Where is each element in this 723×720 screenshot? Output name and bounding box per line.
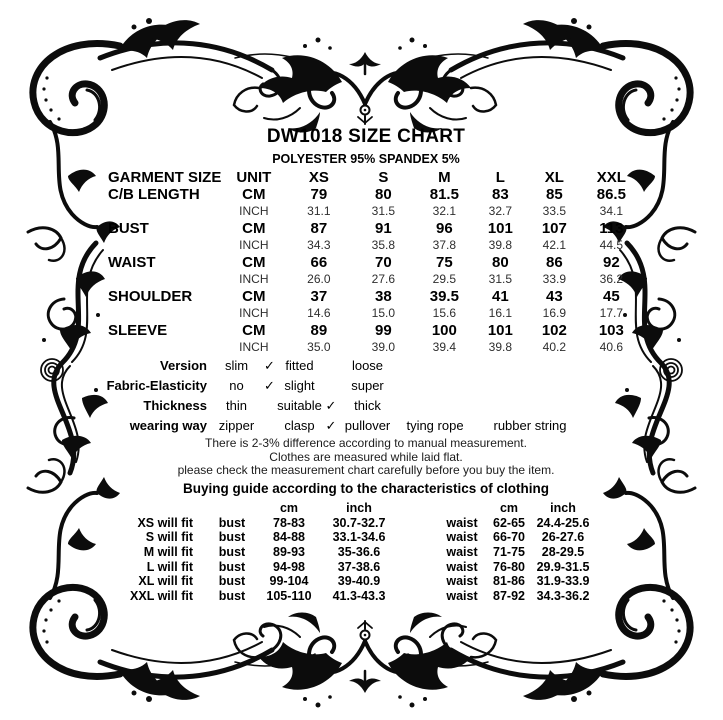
size-cell: 41 bbox=[492, 288, 509, 305]
attribute-option bbox=[475, 396, 585, 416]
center-ornament-bottom bbox=[234, 613, 496, 708]
unit-cell: CM bbox=[242, 186, 266, 203]
empty-cell bbox=[100, 339, 221, 356]
size-cell: 34.1 bbox=[599, 204, 624, 218]
size-cell: 70 bbox=[375, 254, 392, 271]
guide-value: 33.1-34.6 bbox=[332, 530, 386, 545]
spacer bbox=[404, 574, 438, 589]
size-cell: 42.1 bbox=[542, 238, 567, 252]
col-header: XS bbox=[308, 169, 329, 186]
guide-measure-label: waist bbox=[446, 545, 478, 560]
size-cell: 45 bbox=[603, 288, 620, 305]
table-row bbox=[100, 254, 641, 271]
guide-measure-label: bust bbox=[218, 515, 246, 530]
guide-col-header: cm bbox=[499, 501, 519, 515]
row-label: SHOULDER bbox=[108, 288, 193, 305]
checkmark-icon: ✓ bbox=[325, 398, 337, 413]
guide-col-header: inch bbox=[550, 501, 576, 515]
attribute-option: clasp bbox=[284, 418, 315, 433]
unit-cell: INCH bbox=[239, 272, 269, 286]
size-cell: 37 bbox=[310, 288, 328, 305]
size-cell: 100 bbox=[431, 322, 457, 339]
guide-col-header: inch bbox=[346, 501, 372, 515]
checkmark-icon bbox=[322, 356, 340, 376]
unit-cell: CM bbox=[242, 220, 266, 237]
guide-value: 34.3-36.2 bbox=[536, 589, 590, 604]
guide-measure-label: waist bbox=[446, 515, 478, 530]
size-cell: 27.6 bbox=[371, 272, 396, 286]
guide-value: 66-70 bbox=[493, 530, 525, 545]
size-cell: 80 bbox=[375, 186, 392, 203]
table-row bbox=[100, 271, 641, 288]
guide-value: 87-92 bbox=[493, 589, 525, 604]
checkmark-icon: ✓ bbox=[264, 378, 275, 393]
note-line: There is 2-3% difference according to manual measurement. bbox=[205, 436, 527, 450]
attribute-option: fitted bbox=[285, 358, 314, 373]
guide-measure-label: bust bbox=[218, 559, 246, 574]
spacer bbox=[404, 530, 438, 545]
size-cell: 80 bbox=[492, 254, 509, 271]
size-cell: 91 bbox=[375, 220, 392, 237]
size-cell: 35.8 bbox=[371, 238, 396, 252]
guide-value: 99-104 bbox=[269, 574, 309, 589]
guide-value: 76-80 bbox=[493, 559, 525, 574]
attribute-option: rubber string bbox=[493, 418, 567, 433]
size-cell: 113 bbox=[599, 220, 624, 237]
empty-cell bbox=[120, 501, 200, 516]
guide-measure-label: waist bbox=[446, 574, 478, 589]
note-line: Clothes are measured while laid flat. bbox=[269, 449, 463, 464]
unit-cell: INCH bbox=[239, 340, 269, 354]
guide-size-label: XXL will fit bbox=[130, 589, 193, 604]
col-header: GARMENT SIZE bbox=[108, 169, 222, 186]
size-cell: 101 bbox=[487, 322, 513, 339]
guide-value: 35-36.6 bbox=[337, 545, 381, 560]
table-row bbox=[100, 305, 641, 322]
guide-value: 89-93 bbox=[273, 545, 305, 560]
size-cell: 40.2 bbox=[542, 340, 567, 354]
size-cell: 66 bbox=[310, 254, 328, 271]
size-cell: 33.9 bbox=[542, 272, 567, 286]
guide-value: 71-75 bbox=[493, 545, 525, 560]
attribute-label: Fabric-Elasticity bbox=[106, 378, 207, 393]
empty-cell bbox=[438, 501, 486, 516]
guide-col-header: cm bbox=[279, 501, 299, 515]
empty-cell bbox=[100, 237, 221, 254]
col-header: L bbox=[495, 169, 505, 186]
size-cell: 33.5 bbox=[542, 204, 567, 218]
attribute-label: wearing way bbox=[129, 418, 207, 433]
table-row bbox=[100, 237, 641, 254]
measurement-notes bbox=[100, 437, 632, 496]
size-cell: 32.7 bbox=[488, 204, 513, 218]
size-cell: 99 bbox=[375, 322, 392, 339]
table-row bbox=[100, 203, 641, 220]
guide-measure-label: waist bbox=[446, 530, 478, 545]
garment-size-table bbox=[100, 169, 641, 356]
size-cell: 92 bbox=[603, 254, 620, 271]
guide-value: 41.3-43.3 bbox=[332, 589, 386, 604]
size-cell: 31.1 bbox=[307, 204, 331, 218]
size-cell: 39.8 bbox=[488, 340, 513, 354]
size-cell: 34.3 bbox=[307, 238, 331, 252]
attribute-option bbox=[395, 376, 475, 396]
unit-cell: INCH bbox=[239, 238, 269, 252]
attribute-option bbox=[475, 376, 585, 396]
size-cell: 44.5 bbox=[599, 238, 624, 252]
attribute-checklist bbox=[100, 356, 585, 436]
size-cell: 16.1 bbox=[488, 306, 513, 320]
size-cell: 14.6 bbox=[307, 306, 331, 320]
size-cell: 75 bbox=[436, 254, 453, 271]
guide-value: 37-38.6 bbox=[337, 559, 381, 574]
size-cell: 39.0 bbox=[371, 340, 396, 354]
guide-value: 84-88 bbox=[273, 530, 305, 545]
guide-measure-label: bust bbox=[218, 589, 246, 604]
guide-measure-label: bust bbox=[218, 574, 246, 589]
empty-cell bbox=[200, 501, 264, 516]
checkmark-icon bbox=[262, 396, 277, 416]
size-cell: 85 bbox=[546, 186, 563, 203]
empty-cell bbox=[100, 305, 221, 322]
attribute-option: thick bbox=[354, 398, 381, 413]
table-row bbox=[100, 288, 641, 305]
size-cell: 96 bbox=[436, 220, 453, 237]
unit-cell: CM bbox=[242, 322, 266, 339]
size-cell: 16.9 bbox=[542, 306, 567, 320]
unit-cell: INCH bbox=[239, 306, 269, 320]
center-ornament-top bbox=[234, 38, 496, 133]
size-cell: 102 bbox=[541, 322, 567, 339]
size-cell: 29.5 bbox=[432, 272, 457, 286]
row-label: WAIST bbox=[108, 254, 156, 271]
guide-value: 39-40.9 bbox=[337, 574, 381, 589]
table-header-row bbox=[100, 169, 641, 186]
size-cell: 15.0 bbox=[371, 306, 396, 320]
attribute-option: super bbox=[351, 378, 384, 393]
unit-cell: CM bbox=[242, 254, 266, 271]
size-cell: 15.6 bbox=[432, 306, 457, 320]
spacer bbox=[404, 516, 438, 531]
size-cell: 86 bbox=[546, 254, 563, 271]
guide-value: 94-98 bbox=[273, 559, 305, 574]
spacer bbox=[404, 589, 438, 604]
size-cell: 103 bbox=[598, 322, 624, 339]
size-cell: 39.5 bbox=[429, 288, 459, 305]
fabric-composition: POLYESTER 95% SPANDEX 5% bbox=[272, 152, 460, 166]
table-row bbox=[100, 339, 641, 356]
guide-measure-label: waist bbox=[446, 559, 478, 574]
guide-size-label: S will fit bbox=[145, 530, 193, 545]
size-cell: 87 bbox=[310, 220, 328, 237]
guide-measure-label: waist bbox=[446, 589, 478, 604]
size-cell: 37.8 bbox=[432, 238, 457, 252]
guide-value: 62-65 bbox=[493, 515, 525, 530]
unit-cell: CM bbox=[242, 288, 266, 305]
guide-value: 81-86 bbox=[493, 574, 525, 589]
size-cell: 89 bbox=[310, 322, 328, 339]
size-cell: 31.5 bbox=[371, 204, 396, 218]
col-header: XXL bbox=[596, 169, 626, 186]
checkmark-icon: ✓ bbox=[264, 358, 275, 373]
row-label: BUST bbox=[108, 220, 149, 237]
guide-value: 29.9-31.5 bbox=[536, 559, 590, 574]
attribute-label: Version bbox=[160, 358, 207, 373]
checkmark-icon bbox=[322, 376, 340, 396]
size-cell: 81.5 bbox=[429, 186, 459, 203]
size-cell: 26.0 bbox=[307, 272, 331, 286]
attribute-option: loose bbox=[351, 358, 384, 373]
size-cell: 40.6 bbox=[599, 340, 624, 354]
attribute-option: pullover bbox=[344, 418, 391, 433]
row-label: SLEEVE bbox=[108, 322, 168, 339]
attribute-option: slim bbox=[224, 358, 249, 373]
size-cell: 107 bbox=[541, 220, 567, 237]
attribute-option bbox=[395, 356, 475, 376]
attribute-option bbox=[475, 356, 585, 376]
note-line: please check the measurement chart carefully before you buy the item. bbox=[177, 463, 555, 477]
attribute-option: zipper bbox=[218, 418, 255, 433]
col-header: XL bbox=[544, 169, 564, 186]
size-cell: 86.5 bbox=[596, 186, 626, 203]
size-cell: 101 bbox=[487, 220, 513, 237]
size-cell: 39.4 bbox=[432, 340, 457, 354]
guide-value: 24.4-25.6 bbox=[536, 515, 590, 530]
size-cell: 83 bbox=[492, 186, 509, 203]
guide-size-label: XS will fit bbox=[137, 515, 193, 530]
col-header: M bbox=[438, 169, 451, 186]
unit-cell: INCH bbox=[239, 204, 269, 218]
size-cell: 36.2 bbox=[599, 272, 624, 286]
col-header: S bbox=[378, 169, 389, 186]
size-cell: 79 bbox=[310, 186, 328, 203]
attribute-option: suitable bbox=[277, 398, 322, 413]
empty-cell bbox=[100, 271, 221, 288]
size-cell: 31.5 bbox=[488, 272, 513, 286]
attribute-option: tying rope bbox=[406, 418, 464, 433]
guide-value: 31.9-33.9 bbox=[536, 574, 590, 589]
attribute-option: thin bbox=[226, 398, 247, 413]
side-vine-left bbox=[41, 243, 108, 473]
row-label: C/B LENGTH bbox=[108, 186, 200, 203]
guide-value: 30.7-32.7 bbox=[332, 515, 386, 530]
guide-value: 78-83 bbox=[273, 515, 305, 530]
attribute-option: no bbox=[229, 378, 244, 393]
spacer bbox=[404, 501, 438, 516]
guide-size-label: XL will fit bbox=[138, 574, 193, 589]
guide-value: 28-29.5 bbox=[541, 545, 585, 560]
attribute-option bbox=[395, 396, 475, 416]
size-cell: 39.8 bbox=[488, 238, 513, 252]
attribute-label: Thickness bbox=[143, 398, 207, 413]
guide-value: 26-27.6 bbox=[541, 530, 585, 545]
size-cell: 38 bbox=[375, 288, 392, 305]
checkmark-icon: ✓ bbox=[325, 418, 337, 433]
size-cell: 43 bbox=[546, 288, 563, 305]
guide-measure-label: bust bbox=[218, 545, 246, 560]
size-cell: 17.7 bbox=[599, 306, 624, 320]
col-header: UNIT bbox=[236, 169, 272, 186]
guide-measure-label: bust bbox=[218, 530, 246, 545]
attribute-option: slight bbox=[284, 378, 315, 393]
buying-guide-heading: Buying guide according to the characteristics of clothing bbox=[182, 480, 550, 496]
size-cell: 35.0 bbox=[307, 340, 331, 354]
spacer bbox=[404, 545, 438, 560]
guide-size-label: L will fit bbox=[146, 559, 193, 574]
guide-size-label: M will fit bbox=[143, 545, 193, 560]
table-row bbox=[100, 322, 641, 339]
empty-cell bbox=[100, 203, 221, 220]
page-title: DW1018 SIZE CHART bbox=[266, 126, 466, 147]
guide-value: 105-110 bbox=[266, 589, 312, 604]
buying-guide-table bbox=[120, 501, 594, 604]
checkmark-icon bbox=[262, 416, 277, 436]
table-row bbox=[100, 220, 641, 237]
spacer bbox=[404, 560, 438, 575]
table-row bbox=[100, 186, 641, 203]
size-cell: 32.1 bbox=[432, 204, 457, 218]
